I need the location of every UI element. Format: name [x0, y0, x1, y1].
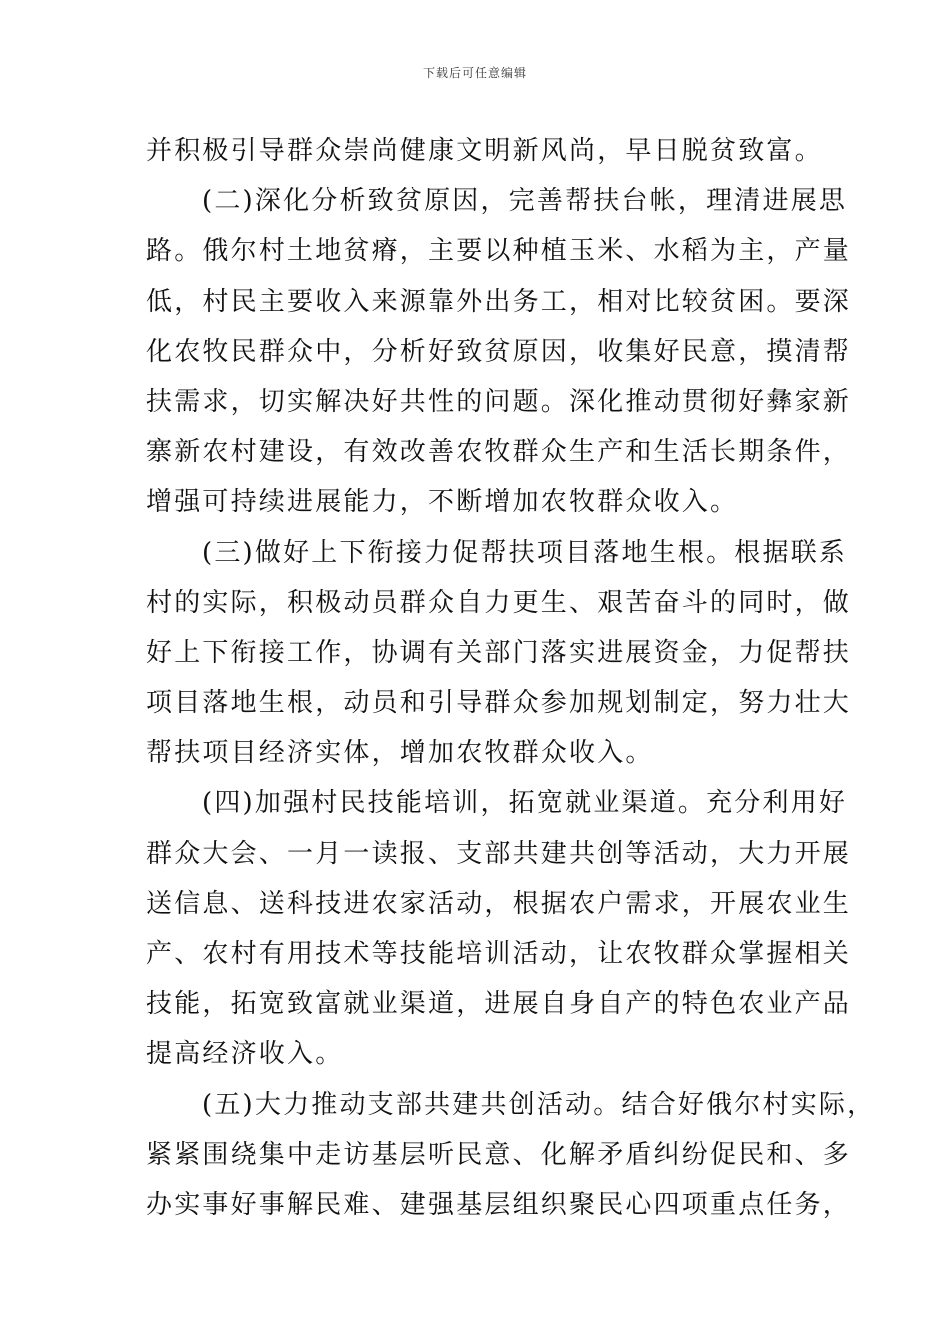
text-line: 提高经济收入。 — [146, 1039, 344, 1070]
text-line: 寨新农村建设，有效改善农牧群众生产和生活长期条件， — [146, 437, 852, 468]
text-line: 好上下衔接工作，协调有关部门落实进展资金，力促帮扶 — [146, 637, 852, 668]
text-line: 帮扶项目经济实体，增加农牧群众收入。 — [146, 738, 654, 769]
text-line: 路。俄尔村土地贫瘠，主要以种植玉米、水稻为主，产量 — [146, 236, 852, 267]
text-line: 送信息、送科技进农家活动，根据农户需求，开展农业生 — [146, 888, 852, 919]
section-2-heading-line: (二)深化分析致贫原因，完善帮扶台帐，理清进展思 — [202, 186, 848, 217]
text-line: 办实事好事解民难、建强基层组织聚民心四项重点任务， — [146, 1189, 852, 1220]
text-line: 群众大会、一月一读报、支部共建共创等活动，大力开展 — [146, 838, 852, 869]
text-line: 并积极引导群众崇尚健康文明新风尚，早日脱贫致富。 — [146, 136, 823, 166]
body-text — [146, 126, 876, 1230]
text-line: 化农牧民群众中，分析好致贫原因，收集好民意，摸清帮 — [146, 336, 852, 367]
text-line: 紧紧围绕集中走访基层听民意、化解矛盾纠纷促民和、多 — [146, 1139, 852, 1170]
section-4-heading-line: (四)加强村民技能培训，拓宽就业渠道。充分利用好 — [202, 788, 848, 819]
text-line: 村的实际，积极动员群众自力更生、艰苦奋斗的同时，做 — [146, 587, 852, 618]
text-line: 项目落地生根，动员和引导群众参加规划制定，努力壮大 — [146, 688, 852, 719]
text-line: 产、农村有用技术等技能培训活动，让农牧群众掌握相关 — [146, 939, 852, 969]
page-header: 下载后可任意编辑 — [422, 66, 527, 80]
text-line: 技能，拓宽致富就业渠道，进展自身自产的特色农业产品 — [146, 989, 852, 1020]
text-line: 扶需求，切实解决好共性的问题。深化推动贯彻好彝家新 — [146, 386, 852, 417]
text-line: 低，村民主要收入来源靠外出务工，相对比较贫困。要深 — [146, 286, 852, 317]
text-line: 增强可持续进展能力，不断增加农牧群众收入。 — [146, 487, 739, 518]
section-3-heading-line: (三)做好上下衔接力促帮扶项目落地生根。根据联系 — [202, 537, 848, 568]
section-5-heading-line: (五)大力推动支部共建共创活动。结合好俄尔村实际， — [202, 1089, 876, 1120]
